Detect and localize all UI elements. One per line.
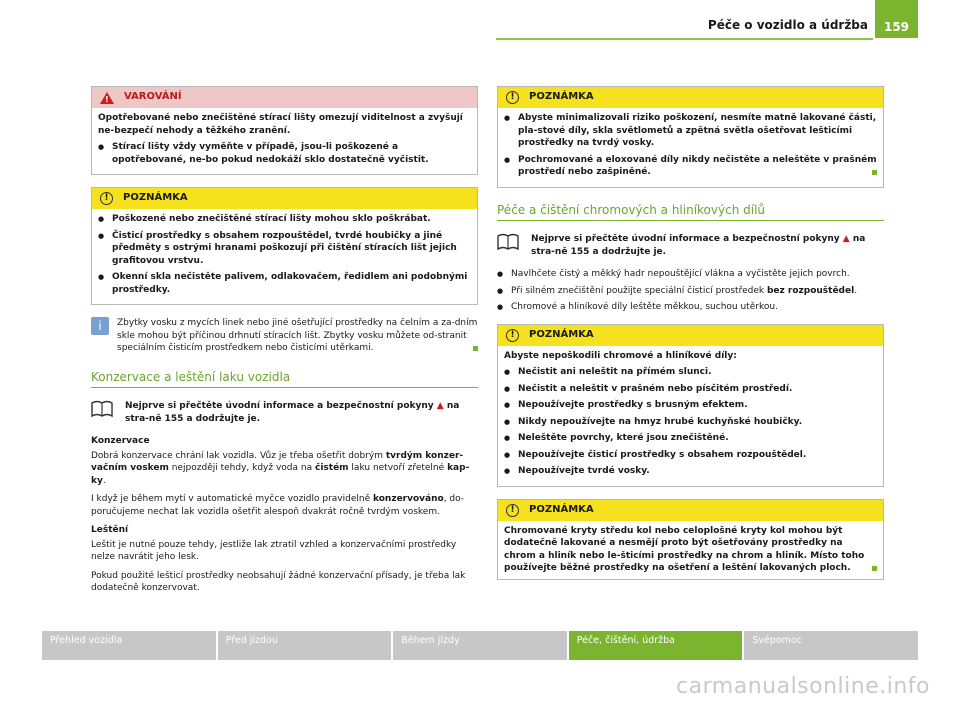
- note-bullet: ● Nikdy nepoužívejte na hmyz hrubé kuchyňské houbičky.: [504, 416, 877, 429]
- environment-note: [91, 317, 478, 355]
- page-number: 159: [875, 0, 918, 38]
- note-body: [498, 346, 883, 486]
- section-heading-chrome: Péče a čištění chromových a hliníkových dílů: [497, 204, 884, 222]
- subheading-lesteni: Leštění: [91, 525, 129, 535]
- warning-title: VAROVÁNÍ: [124, 91, 182, 103]
- paragraph: Dobrá konzervace chrání lak vozidla. Vůz je třeba ošetřit dobrým tvrdým konzer-vačním voskem nejpozději tehdy, když voda na čistém laku netvoří zřetelné kap-ky.: [91, 450, 470, 486]
- left-column: [91, 86, 478, 601]
- header-title: Péče o vozidlo a údržba: [707, 18, 868, 32]
- text: , do-poručujeme nechat lak vozidla ošetřit alespoň dvakrát ročně tvrdým voskem.: [91, 494, 465, 517]
- text: nejpozději tehdy, když voda na: [171, 463, 313, 473]
- note-bullet: ● Neleštěte povrchy, které jsou znečištěné.: [504, 432, 877, 445]
- warning-paragraph: Opotřebované nebo znečištěné stírací lišty omezují viditelnost a zvyšují ne-bezpečí nehody a těžkého zranění.: [98, 113, 463, 136]
- note-intro: Abyste nepoškodili chromové a hliníkové díly:: [504, 350, 737, 361]
- exclamation-circle-icon: !: [506, 329, 519, 342]
- note-bullet: [504, 154, 877, 179]
- note-bullet: ● Abyste minimalizovali riziko poškození, nesmíte matně lakované části, pla-stové díly, skla světlometů a zpětná světla ošetřovat lešticími prostředky na tvrdý vosky.: [504, 112, 877, 150]
- note-bullet: ● Čisticí prostředky s obsahem rozpouštědel, tvrdé houbičky a jiné předměty s ostrými hranami poškozují při čištění stíracích lišt jejich grafitovou vrstvu.: [98, 230, 471, 268]
- note-box-wipers: [91, 187, 478, 305]
- note-title: POZNÁMKA: [529, 91, 594, 103]
- right-column: [497, 86, 884, 592]
- list-item: ● Navlhčete čistý a měkký hadr nepouštějící vlákna a vyčistěte jejich povrch.: [497, 268, 884, 281]
- exclamation-circle-icon: !: [506, 91, 519, 104]
- note-header: [498, 325, 883, 346]
- bold-text: konzervováno: [373, 494, 444, 504]
- read-first-text: Nejprve si přečtěte úvodní informace a bezpečnostní pokyny: [125, 401, 434, 411]
- note-box-plastics: [497, 86, 884, 188]
- read-first-note: [91, 400, 478, 425]
- note-header: [92, 188, 477, 209]
- note-text: Chromované kryty středu kol nebo celoplošné kryty kol mohou být dodatečně lakované a nesmějí proto být ošetřovány prostředky na chrom a hliník nebo le-šticími prostředky na chrom a hliník. Místo toho používejte běžné prostředky na ošetření a leštění lakovaných ploch.: [504, 525, 865, 573]
- section-end-marker: [473, 346, 478, 351]
- paragraph: Pokud použité lešticí prostředky neobsahují žádné konzervační přísady, je třeba lak dodatečně konzervovat.: [91, 570, 466, 593]
- paint-care-text: [91, 435, 478, 595]
- bold-text: tvrdým konzer-vačním voskem: [91, 450, 464, 473]
- info-icon: i: [91, 317, 109, 335]
- read-first-text: Nejprve si přečtěte úvodní informace a bezpečnostní pokyny: [531, 234, 840, 244]
- header-rule: [496, 38, 873, 40]
- exclamation-circle-icon: !: [506, 504, 519, 517]
- tab-pece-cisteni-udrzba[interactable]: Péče, čištění, údržba: [569, 631, 743, 660]
- text: I když je během mytí v automatické myčce vozidlo pravidelně: [91, 494, 371, 504]
- warning-body: [92, 108, 477, 174]
- note-bullet: ● Nečistit a neleštit v prašném nebo písčitém prostředí.: [504, 383, 877, 396]
- section-end-marker: [872, 566, 877, 571]
- note-bullet-text: Pochromované a eloxované díly nikdy nečistěte a neleštěte v prašném prostředí nebo zašpiněné.: [518, 154, 877, 177]
- read-first-text-end: na stra-ně 155 a dodržujte je.: [125, 401, 460, 424]
- bold-text: bez rozpouštědel: [766, 285, 855, 296]
- note-box-chrome: [497, 324, 884, 487]
- note-box-wheel-covers: [497, 499, 884, 580]
- note-body: [498, 108, 883, 187]
- note-title: POZNÁMKA: [529, 503, 594, 515]
- note-body: [92, 209, 477, 304]
- watermark: carmanualsonline.info: [676, 674, 930, 699]
- chapter-nav: [42, 631, 918, 660]
- text: laku netvoří zřetelné: [351, 463, 445, 473]
- warning-triangle-icon: ▲: [842, 234, 850, 244]
- note-bullet: ● Nepoužívejte prostředky s brusným efektem.: [504, 399, 877, 412]
- section-heading-paint: Konzervace a leštění laku vozidla: [91, 371, 478, 389]
- text: Dobrá konzervace chrání lak vozidla. Vůz je třeba ošetřit dobrým: [91, 450, 383, 461]
- paragraph: [91, 493, 478, 518]
- chrome-steps: [497, 268, 884, 314]
- note-bullet: ● Okenní skla nečistěte palivem, odlakovačem, ředidlem ani podobnými prostředky.: [98, 271, 471, 296]
- warning-triangle-icon: ▲: [436, 401, 444, 411]
- note-bullet: ● Nepoužívejte čisticí prostředky s obsahem rozpouštědel.: [504, 449, 877, 462]
- bold-text: kap-ky: [91, 463, 470, 486]
- list-item: ● Chromové a hliníkové díly leštěte měkkou, suchou utěrkou.: [497, 301, 884, 314]
- note-header: [498, 87, 883, 108]
- bold-text: čistém: [314, 463, 349, 473]
- warning-box: [91, 86, 478, 175]
- text: .: [854, 285, 858, 296]
- note-header: [498, 500, 883, 521]
- list-item: [497, 285, 884, 298]
- tab-prehled-vozidla[interactable]: Přehled vozidla: [42, 631, 216, 660]
- tab-behem-jizdy[interactable]: Během jízdy: [393, 631, 567, 660]
- note-bullet: ● Nečistit ani neleštit na přímém slunci.: [504, 366, 877, 379]
- paragraph: Leštit je nutné pouze tehdy, jestliže lak ztratil vzhled a konzervačními prostředky nelze navrátit jeho lesk.: [91, 539, 457, 562]
- warning-bullet: ● Stírací lišty vždy vyměňte v případě, jsou-li poškozené a opotřebované, ne-bo pokud nedokáží sklo dostatečně vyčistit.: [98, 141, 471, 166]
- warning-header: [92, 87, 477, 108]
- note-bullet: ● Nepoužívejte tvrdé vosky.: [504, 465, 877, 478]
- book-icon: [497, 233, 519, 251]
- exclamation-circle-icon: !: [100, 192, 113, 205]
- tab-svepomoc[interactable]: Svépomoc: [744, 631, 918, 660]
- read-first-note: [497, 233, 884, 258]
- book-icon: [91, 400, 113, 418]
- note-title: POZNÁMKA: [529, 328, 594, 340]
- note-body: [498, 521, 883, 579]
- text: Při silném znečištění použijte speciální čisticí prostředek: [511, 285, 765, 296]
- subheading-konzervace: Konzervace: [91, 436, 150, 446]
- environment-note-text: Zbytky vosku z mycích linek nebo jiné ošetřující prostředky na čelním a za-dním skle mohou být příčinou drhnutí stíracích lišt. Zbytky vosku můžete od-stranit speciálním čisticím prostředkem nebo čisticími utěrkami.: [117, 318, 478, 353]
- read-first-text-end: na stra-ně 155 a dodržujte je.: [531, 234, 866, 257]
- note-title: POZNÁMKA: [123, 192, 188, 204]
- warning-triangle-icon: !: [100, 92, 114, 104]
- tab-pred-jizdou[interactable]: Před jízdou: [218, 631, 392, 660]
- note-bullet: ● Poškozené nebo znečištěné stírací lišty mohou sklo poškrábat.: [98, 213, 471, 226]
- section-end-marker: [872, 170, 877, 175]
